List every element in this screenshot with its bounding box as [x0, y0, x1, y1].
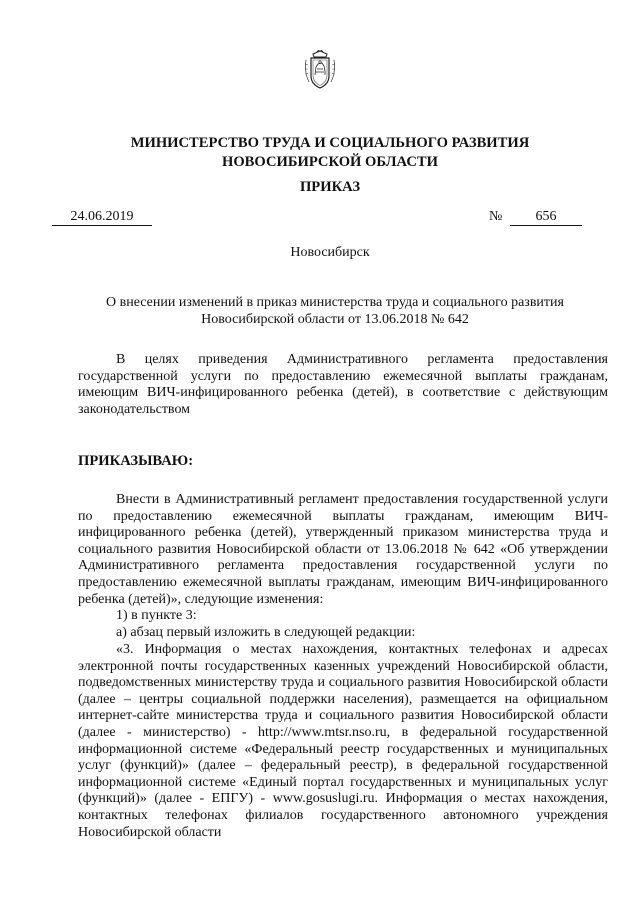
order-date: 24.06.2019 — [70, 209, 134, 224]
ministry-name-line-2: НОВОСИБИРСКОЙ ОБЛАСТИ — [221, 154, 438, 170]
number-sign: № — [489, 209, 503, 224]
order-keyword: ПРИКАЗЫВАЮ: — [78, 453, 194, 469]
ministry-name-line-1: МИНИСТЕРСТВО ТРУДА И СОЦИАЛЬНОГО РАЗВИТИЯ — [130, 135, 530, 151]
subject-line-2: Новосибирской области от 13.06.2018 № 642 — [201, 312, 469, 327]
list-item: 1) в пункте 3: — [116, 608, 197, 623]
order-number: 656 — [535, 209, 557, 224]
main-paragraph: Внести в Административный регламент предоставления государственной услуги по предоставлению ежемесячной выплаты гражданам, имеющим ВИЧ-инфицированного ребенка (детей), утвержденный приказом министерства труда и социального развития Новосибирской области от 13.06.2018 № 642 «Об утверждении Административного регламента предоставления государственной услуги по предоставлению ежемесячной выплаты гражданам, имеющим ВИЧ-инфицированного ребенка (детей)», следующие изменения: — [78, 492, 608, 607]
ministry-name — [60, 134, 600, 172]
city: Новосибирск — [290, 245, 370, 260]
number-underline — [510, 225, 582, 226]
list-subitem: а) абзац первый изложить в следующей редакции: — [116, 625, 416, 640]
subject-line-1: О внесении изменений в приказ министерства труда и социального развития — [106, 295, 564, 310]
coat-of-arms-icon — [303, 50, 337, 90]
preamble-paragraph: В целях приведения Административного регламента предоставления государственной услуги по предоставлению ежемесячной выплаты гражданам, имеющим ВИЧ-инфицированного ребенка (детей), в соответствие с действующим законодательством — [78, 352, 608, 417]
quoted-paragraph: «3. Информация о местах нахождения, контактных телефонах и адресах электронной почты государственных казенных учреждений Новосибирской области, подведомственных министерству труда и социального развития Новосибирской области (далее – центры социальной поддержки населения), размещается на официальном интернет-сайте министерства труда и социального развития Новосибирской области (далее - министерство) - http://www.mtsr.nso.ru, в федеральной государственной информационной системе «Федеральный реестр государственных и муниципальных услуг (функций)» (далее – федеральный реестр), в федеральной государственной информационной системе «Единый портал государственных и муниципальных услуг (функций)» (далее - ЕПГУ) - www.gosuslugi.ru. Информация о местах нахождения, контактных телефонах филиалов государственного автономного учреждения Новосибирской области — [78, 642, 608, 840]
order-subject — [70, 294, 600, 328]
date-underline — [52, 225, 152, 226]
document-type: ПРИКАЗ — [299, 179, 361, 195]
